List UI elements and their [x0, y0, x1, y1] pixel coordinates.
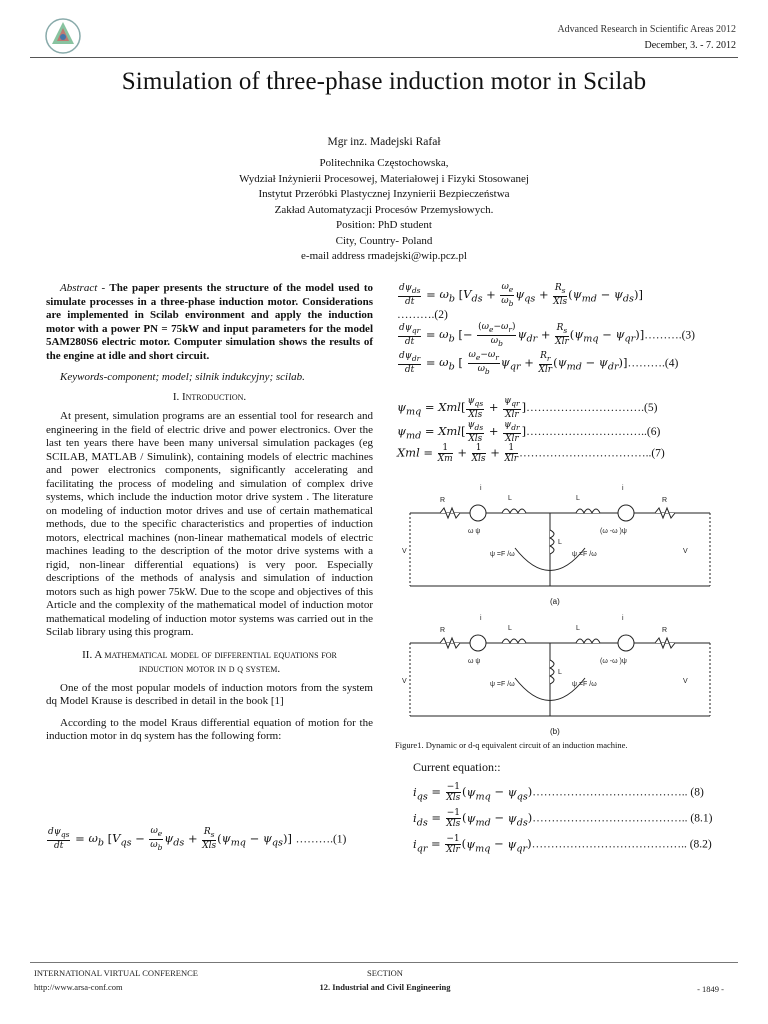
svg-text:i: i — [480, 615, 482, 622]
equation-psi-mq: $\psi_{mq} = Xml$[ $\frac{\psi_{qs}}{\text{Xls}}$ + $\frac{\psi_{qr}}{\text{Xlr}}$ ]………………………….(5) — [397, 396, 658, 420]
d-axis-labels — [402, 615, 688, 688]
svg-text:L: L — [558, 539, 562, 546]
paragraph: At present, simulation programs are an essential tool for research and engineering in the field of electric drive and power electronics. Over the last ten years there have been many universal simulation packages (eg SCILAB, MATLAB / Simulink), containing models of electric machines and power electronics components, significantly accelerating and facilitating the process of modeling and simulation of complex drive systems, which include the induction motor drive system . The literature on modeling of induction motor drives and use of certain mathematical methods, due to the specific characteristics and properties of induction motors, electrical machines (non-linear mathematical models of electric machines leading to the description of the motor drive systems with a rigid, non-linear differential equations) is very poor. Especially descriptions of the methods of analysis and simulation of induction motors such as high power 75kW. Due to the scope and objectives of this Article and the complexity of the mathematical model of induction motor mathematical modeling of induction motor systems was carried out in the Scilab library using this program. — [46, 410, 373, 638]
header-rule — [30, 57, 738, 58]
equation-ds: $\frac{d\psi_{ds}}{dt}$ = $\omega_b$ [$V_{ds}$ + $\frac{\omega_e}{\omega_b}$ $\psi_{qs}$ + $\frac{R_s}{\text{Xls}}$ $(\psi_{md} - \psi_{ds})$] — [399, 282, 643, 308]
equation-number: ………………………………….. (8) — [532, 786, 704, 799]
equation-number: ………………………….(5) — [526, 401, 658, 414]
paragraph: According to the model Kraus differential equation of motion for the induction motor in dq system has the following form: — [46, 716, 373, 742]
svg-text:V: V — [683, 548, 688, 555]
author-name: Mgr inz. Madejski Rafał — [327, 136, 441, 148]
equation-xml: Xml = $\frac{1}{Xm}$ + $\frac{1}{\text{Xls}}$ + $\frac{1}{\text{Xlr}}$ ……………………………..(7) — [397, 443, 665, 464]
svg-text:ψ =F /ω: ψ =F /ω — [572, 681, 597, 688]
left-column — [46, 282, 373, 752]
affiliation-line: Instytut Przeróbki Plastycznej Inzynierii Bezpieczeństwa — [258, 188, 510, 200]
svg-text:R: R — [662, 497, 668, 504]
svg-text:(ω -ω )ψ: (ω -ω )ψ — [600, 658, 627, 665]
affiliation-email: e-mail address rmadejski@wip.pcz.pl — [301, 250, 467, 262]
svg-text:R: R — [440, 497, 446, 504]
svg-text:ψ =F /ω: ψ =F /ω — [572, 551, 597, 558]
section-heading: II. A mathematical model of differential equations for induction motor in d q system. — [82, 648, 337, 675]
affiliation-line: Wydział Inżynierii Procesowej, Materiałowej i Fizyki Stosowanej — [239, 172, 529, 185]
figure-caption: Figure1. Dynamic or d-q equivalent circuit of an induction machine. — [395, 740, 628, 750]
svg-text:ω ψ: ω ψ — [468, 658, 481, 665]
dq-equivalent-circuit-figure — [400, 478, 720, 738]
abstract-label: Abstract — [60, 282, 98, 294]
svg-text:V: V — [402, 548, 407, 555]
footer-url[interactable]: http://www.arsa-conf.com — [34, 982, 123, 992]
svg-text:L: L — [576, 495, 580, 502]
figure-label-b: (b) — [550, 727, 560, 736]
svg-text:(ω -ω )ψ: (ω -ω )ψ — [600, 528, 627, 535]
conference-dates: December, 3. - 7. 2012 — [644, 40, 736, 51]
equation-8-2: $i_{qr}$ = $\frac{-1}{\text{Xlr}}$ ($\psi_{mq}$ − $\psi_{qr})\dots\dots\dots\dots\dots\dots\dots\dots\dots\dots\dots\dots\dots$.. (8.2) — [413, 834, 712, 855]
footer-left — [34, 968, 198, 992]
equation-8-1: $i_{ds}$ = $\frac{-1}{\text{Xls}}$ ($\psi_{md}$ − $\psi_{ds})\dots\dots\dots\dots\dots\dots\dots\dots\dots\dots\dots\dots\dots$.. (8.1) — [413, 808, 713, 829]
svg-text:V: V — [683, 678, 688, 685]
equation-dr: $\frac{d\psi_{dr}}{dt}$ = $\omega_b$ [ $\frac{\omega_e-\omega_r}{\omega_b}$ $\psi_{qr}$ + $\frac{R_r}{\text{Xlr}}$ ($\psi_{md}$ − $\psi_{dr})]\dots\dots\dots.(4)$ — [399, 350, 679, 376]
svg-text:i: i — [622, 615, 624, 622]
svg-text:i: i — [480, 485, 482, 492]
equation-1: $\frac{d\psi_{qs}}{dt}$ = $\omega_b$ [$V_{qs}$ − $\frac{\omega_e}{\omega_b}$ $\psi_{ds}$ + $\frac{R_s}{\text{Xls}}$ $(\psi_{mq} - \psi_{qs})$] ……….(1) — [48, 826, 347, 852]
equation-number: ……….(3) — [644, 329, 695, 342]
svg-text:i: i — [622, 485, 624, 492]
equation-number: ……….(1) — [295, 833, 347, 846]
footer-section-name: 12. Industrial and Civil Engineering — [319, 982, 451, 992]
equation-number: …………………………..(6) — [526, 425, 661, 438]
affiliation-block — [0, 156, 768, 265]
abstract-text: The paper presents the structure of the model used to simulate processes in a three-phase induction motor. Considerations are implemented in Scilab environment and apply the induction motor with a power PN = 75kW and input parameters for the model 5AM280S6 electric motor. Computer simulation shows the results of the engine at idle and short circuit. — [46, 282, 373, 362]
svg-text:L: L — [508, 495, 512, 502]
footer-section — [300, 968, 470, 992]
figure-label-a: (a) — [550, 597, 560, 606]
section-heading: I. Introduction. — [172, 390, 247, 403]
equation-number: ……….(2) — [397, 309, 448, 321]
svg-text:ψ =F /ω: ψ =F /ω — [490, 551, 515, 558]
svg-text:ω ψ: ω ψ — [468, 528, 481, 535]
svg-text:V: V — [402, 678, 407, 685]
footer-section-label: SECTION — [367, 968, 403, 978]
svg-text:R: R — [662, 627, 668, 634]
equation-qr: $\frac{d\psi_{qr}}{dt}$ = $\omega_b$ [− $\frac{(\omega_e-\omega_r)}{\omega_b}$ $\psi_{dr}$ + $\frac{R_s}{\text{Xlr}}$ ($\psi_{mq}$ − $\psi_{qr})]\dots\dots\dots.(3)$ — [399, 322, 695, 348]
svg-text:ψ =F /ω: ψ =F /ω — [490, 681, 515, 688]
paragraph: One of the most popular models of induction motors from the system dq Model Krause is described in detail in the book [1] — [46, 681, 373, 707]
running-header — [557, 22, 736, 54]
svg-text:L: L — [576, 625, 580, 632]
svg-text:R: R — [440, 627, 446, 634]
affiliation-line: Position: PhD student — [336, 219, 432, 231]
equation-number: ………………………………….. (8.2) — [531, 838, 712, 851]
abstract: Abstract - The paper presents the structure of the model used to simulate processes in a three-phase induction motor. Considerations are implemented in Scilab environment and apply the induction motor with a power PN = 75kW and input parameters for the model 5AM280S6 electric motor. Computer simulation shows the results of the engine at idle and short circuit. — [46, 282, 373, 362]
page-number: - 1849 - — [697, 984, 724, 994]
conference-logo-icon — [40, 16, 86, 56]
current-equation-label: Current equation:: — [413, 760, 501, 774]
conference-name: Advanced Research in Scientific Areas 2012 — [557, 24, 736, 35]
paper-title: Simulation of three-phase induction motor in Scilab — [121, 68, 647, 95]
affiliation-line: Zakład Automatyzacji Procesów Przemysłowych. — [274, 203, 494, 216]
equation-number: ……….(4) — [627, 357, 679, 370]
keywords: Keywords-component; model; silnik indukcyjny; scilab. — [60, 371, 305, 383]
affiliation-line: Politechnika Częstochowska, — [319, 157, 449, 169]
footer-rule — [30, 962, 738, 963]
q-axis-labels — [402, 485, 688, 558]
equation-number: ……………………………..(7) — [519, 447, 665, 460]
affiliation-line: City, Country- Poland — [335, 234, 433, 247]
svg-text:L: L — [508, 625, 512, 632]
equation-8: $i_{qs}$ = $\frac{-1}{\text{Xls}}$ ($\psi_{mq}$ − $\psi_{qs})\dots\dots\dots\dots\dots\dots\dots\dots\dots\dots\dots\dots\dots$.. (8) — [413, 782, 704, 803]
svg-text:L: L — [558, 669, 562, 676]
equation-number: ………………………………….. (8.1) — [532, 812, 713, 825]
footer-conference: INTERNATIONAL VIRTUAL CONFERENCE — [34, 968, 198, 978]
equation-psi-md: $\psi_{md} = Xml$[ $\frac{\psi_{ds}}{\text{Xls}}$ + $\frac{\psi_{dr}}{\text{Xlr}}$ ]…………………………..(6) — [397, 420, 661, 444]
